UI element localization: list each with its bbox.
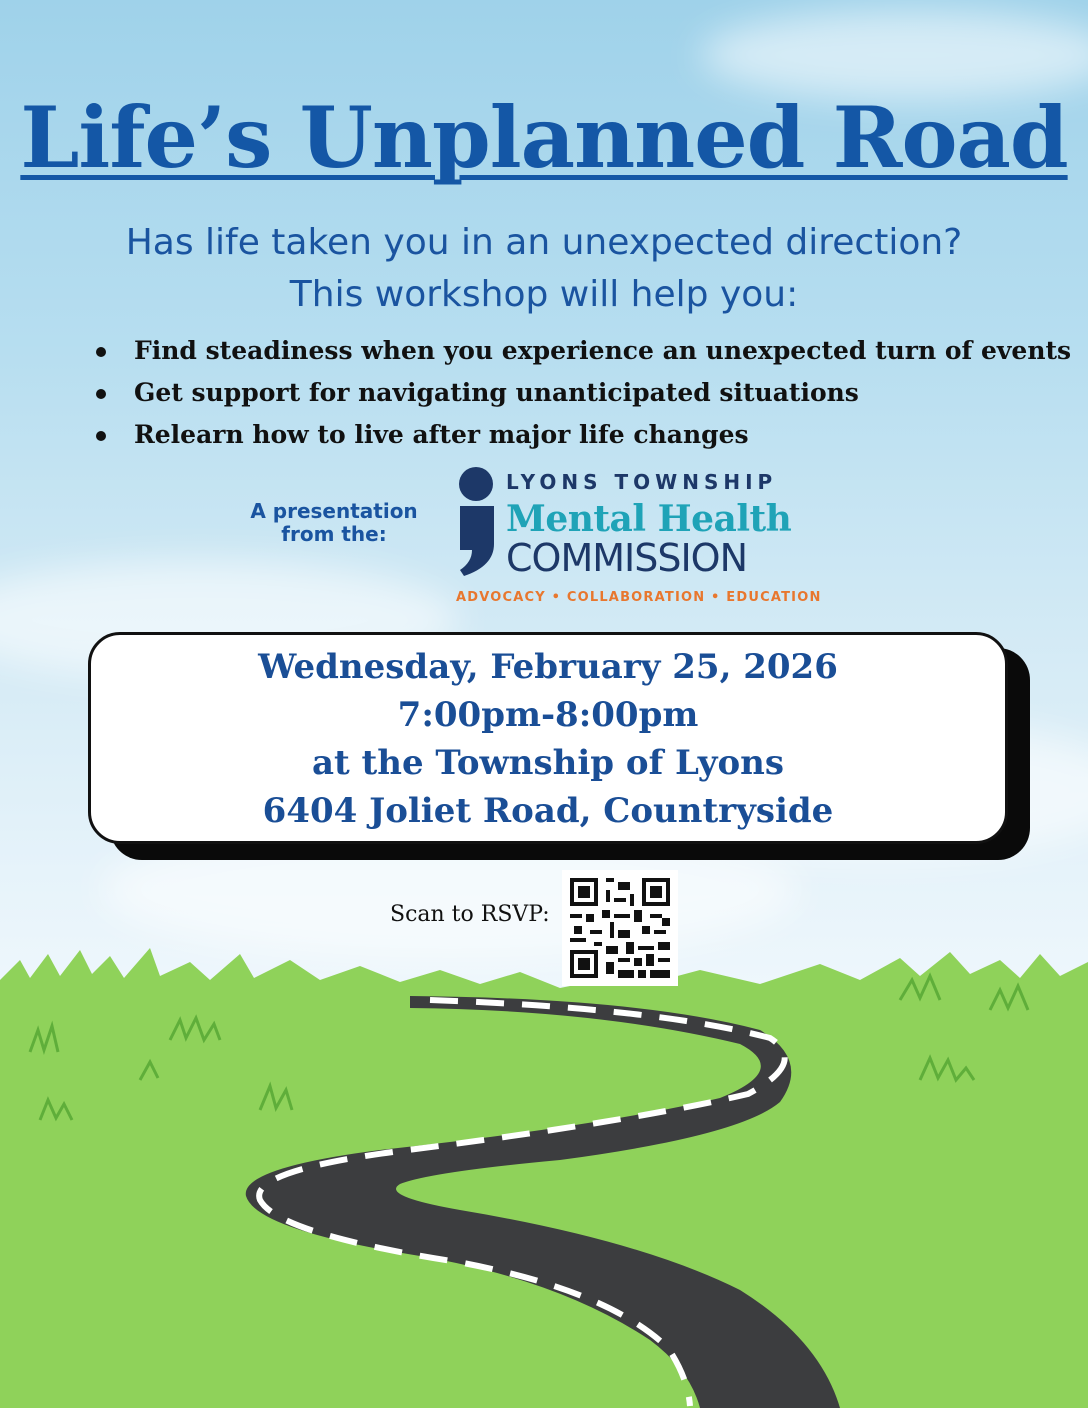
road-landscape xyxy=(0,940,1088,1408)
benefit-list xyxy=(96,330,1071,456)
subtitle-question: Has life taken you in an unexpected direction? xyxy=(125,222,963,263)
list-item: Find steadiness when you experience an unexpected turn of events xyxy=(96,330,1071,372)
qr-code-icon[interactable] xyxy=(562,870,678,986)
logo-mental-health: Mental Health xyxy=(506,498,792,540)
grass-field xyxy=(0,948,1088,1408)
presented-by-line1: A presentation xyxy=(250,499,418,523)
page-title: Life’s Unplanned Road xyxy=(20,88,1068,187)
event-address: 6404 Joliet Road, Countryside xyxy=(262,791,834,831)
semicolon-logo-icon xyxy=(456,466,500,578)
event-time: 7:00pm-8:00pm xyxy=(397,695,699,735)
list-item: Relearn how to live after major life changes xyxy=(96,414,1071,456)
cloud-decoration xyxy=(700,10,1088,100)
subtitle-workshop: This workshop will help you: xyxy=(289,274,799,315)
rsvp-label: Scan to RSVP: xyxy=(390,902,550,927)
logo-commission: COMMISSION xyxy=(506,536,748,580)
event-venue: at the Township of Lyons xyxy=(311,743,785,783)
event-date: Wednesday, February 25, 2026 xyxy=(258,647,838,687)
presented-by xyxy=(236,500,432,546)
logo-tagline: ADVOCACY • COLLABORATION • EDUCATION xyxy=(456,590,822,605)
event-details-box xyxy=(88,632,1008,844)
presented-by-line2: from the: xyxy=(281,522,387,546)
logo-township: LYONS TOWNSHIP xyxy=(506,470,778,494)
list-item: Get support for navigating unanticipated situations xyxy=(96,372,1071,414)
